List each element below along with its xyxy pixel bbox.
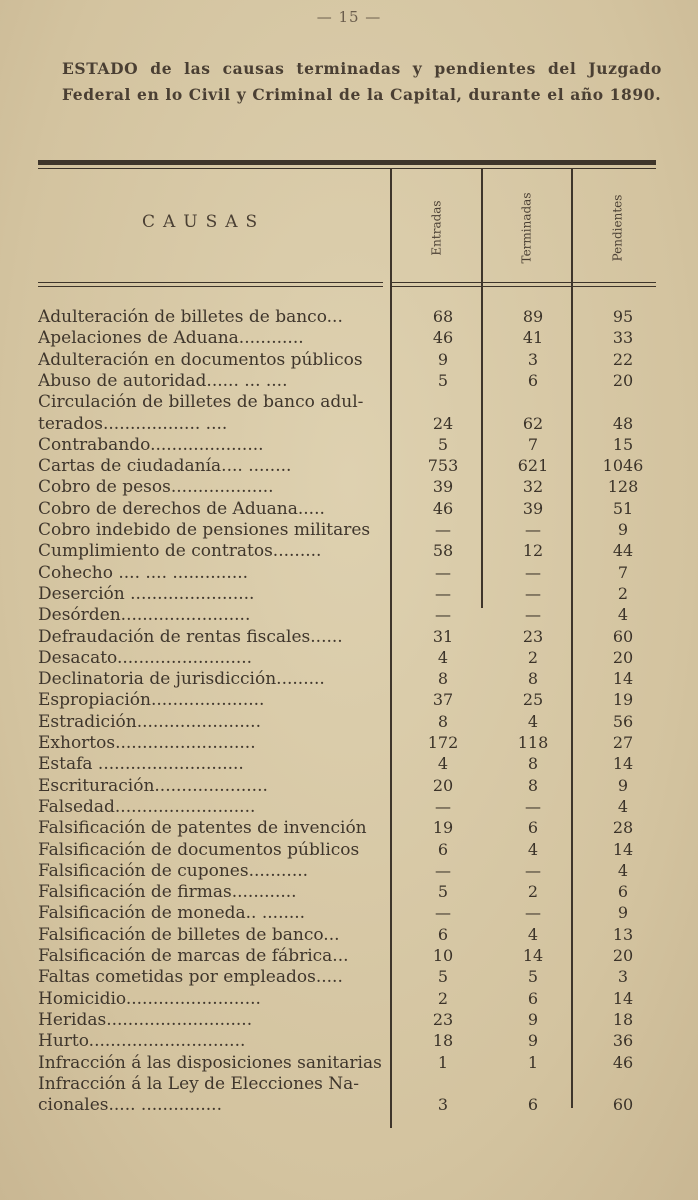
cause-label: Desórden........................	[38, 605, 251, 626]
cell-pendientes: 6	[617, 882, 629, 902]
cell-pendientes: 14	[612, 839, 634, 859]
cell-terminadas: 39	[522, 498, 544, 518]
cell-pendientes: 48	[612, 413, 634, 433]
cell-pendientes: 44	[612, 541, 634, 561]
cell-pendientes: 14	[612, 988, 634, 1008]
cause-label: Circulación de billetes de banco adul-	[38, 392, 364, 413]
cell-pendientes: 22	[612, 349, 634, 369]
cell-entradas: 9	[437, 349, 449, 369]
cell-entradas: —	[435, 860, 451, 880]
cell-pendientes: 9	[617, 903, 629, 923]
table-title: ESTADO de las causas terminadas y pendientes del Juzgado Federal en lo Civil y Criminal de la Capital, durante el año 1890.	[62, 59, 662, 104]
cause-label: Faltas cometidas por empleados.....	[38, 967, 343, 988]
cell-pendientes: 7	[617, 562, 629, 582]
cell-entradas: 10	[432, 946, 454, 965]
cause-label: Estafa ...........................	[38, 754, 244, 775]
cell-pendientes: 20	[612, 647, 634, 667]
cause-label: Heridas...........................	[38, 1009, 253, 1030]
cell-entradas: 31	[432, 626, 454, 646]
cell-entradas: 4	[437, 754, 449, 774]
cause-label: Estradición.......................	[38, 711, 261, 732]
top-rule-thin	[38, 168, 656, 169]
cell-terminadas: —	[525, 562, 541, 582]
cell-entradas: 20	[432, 775, 454, 795]
cell-terminadas: —	[525, 520, 541, 539]
header-rule-causas	[38, 282, 383, 283]
cell-terminadas: 1	[527, 1052, 539, 1072]
cell-pendientes: 19	[612, 690, 634, 710]
cause-label: Declinatoria de jurisdicción.........	[38, 669, 325, 690]
cause-label: Exhortos..........................	[38, 733, 256, 753]
cell-pendientes: 46	[612, 1052, 634, 1072]
cell-entradas: 6	[437, 924, 449, 944]
cause-label: Cobro de pesos...................	[38, 477, 274, 498]
cause-label: Falsificación de billetes de banco...	[38, 924, 340, 945]
cause-label: Escrituración.....................	[38, 775, 268, 796]
column-header-entradas	[392, 180, 482, 276]
cause-label: Cartas de ciudadanía.... ........	[38, 456, 292, 477]
cell-entradas: 46	[432, 498, 454, 518]
cell-entradas: 6	[437, 839, 449, 859]
cell-pendientes: 36	[612, 1031, 634, 1051]
cell-entradas: 24	[432, 413, 454, 433]
cell-entradas: 68	[432, 307, 454, 326]
cause-label: Falsedad..........................	[38, 796, 256, 817]
cell-entradas: 8	[437, 669, 449, 689]
cell-entradas: 5	[437, 434, 449, 454]
cell-entradas: —	[435, 583, 451, 603]
cell-terminadas: 4	[527, 839, 539, 859]
cell-terminadas: —	[525, 903, 541, 923]
cell-entradas: 5	[437, 882, 449, 902]
cell-entradas: 37	[432, 690, 454, 710]
column-header-terminadas	[482, 180, 572, 276]
cell-terminadas: 7	[527, 434, 539, 454]
cause-label: Espropiación.....................	[38, 690, 265, 711]
cell-terminadas: 6	[527, 818, 539, 838]
cell-pendientes: 1046	[602, 456, 644, 476]
cell-terminadas: 62	[522, 413, 544, 433]
header-rule-causas-2	[38, 286, 383, 287]
cell-entradas: —	[435, 520, 451, 539]
cell-terminadas: 12	[522, 541, 544, 561]
cell-pendientes: 13	[612, 924, 634, 944]
cell-entradas: 8	[437, 711, 449, 731]
cell-pendientes: 4	[617, 605, 629, 625]
cell-entradas: 1	[437, 1052, 449, 1072]
cell-pendientes: 51	[612, 498, 634, 518]
cell-terminadas: 4	[527, 924, 539, 944]
cell-terminadas: 6	[527, 370, 539, 390]
cause-label: Falsificación de firmas............	[38, 882, 297, 903]
cell-pendientes: 15	[612, 434, 634, 454]
cell-terminadas: —	[525, 796, 541, 816]
cell-terminadas: 9	[527, 1031, 539, 1051]
top-rule-thick	[38, 160, 656, 165]
cell-terminadas: 8	[527, 775, 539, 795]
cell-pendientes: 9	[617, 520, 629, 539]
cause-label: Defraudación de rentas fiscales......	[38, 626, 343, 647]
cell-pendientes: 4	[617, 796, 629, 816]
cause-label: Desacato.........................	[38, 647, 253, 668]
cause-label: cionales..... ...............	[38, 1095, 222, 1116]
cell-pendientes: 28	[612, 818, 634, 838]
cell-terminadas: —	[525, 583, 541, 603]
cause-label: Falsificación de patentes de invención	[38, 818, 367, 839]
cell-entradas: 39	[432, 477, 454, 497]
cell-pendientes: 4	[617, 860, 629, 880]
cause-label: Abuso de autoridad...... ... ....	[38, 370, 288, 391]
cell-terminadas: 8	[527, 754, 539, 774]
cell-entradas: —	[435, 562, 451, 582]
column-header-pendientes	[572, 180, 662, 276]
page-number: — 15 —	[316, 8, 382, 26]
cell-entradas: 3	[437, 1095, 449, 1115]
cause-label: Cobro de derechos de Aduana.....	[38, 498, 325, 519]
cell-entradas: 19	[432, 818, 454, 838]
cell-pendientes: 56	[612, 711, 634, 731]
cause-label: Cohecho .... .... ..............	[38, 562, 249, 583]
cause-label: Cobro indebido de pensiones militares	[38, 520, 371, 540]
cell-terminadas: —	[525, 860, 541, 880]
cell-terminadas: 32	[522, 477, 544, 497]
cell-entradas: 2	[437, 988, 449, 1008]
cell-terminadas: 89	[522, 307, 544, 326]
cell-terminadas: —	[525, 605, 541, 625]
cell-entradas: 18	[432, 1031, 454, 1051]
cause-label: Cumplimiento de contratos.........	[38, 541, 322, 562]
cell-entradas: 753	[427, 456, 459, 476]
cell-pendientes: 18	[612, 1009, 634, 1029]
cell-terminadas: 14	[522, 946, 544, 965]
cell-terminadas: 8	[527, 669, 539, 689]
cell-terminadas: 2	[527, 647, 539, 667]
cell-entradas: 5	[437, 967, 449, 987]
cause-label: terados.................. ....	[38, 413, 228, 434]
cause-label: Adulteración de billetes de banco...	[38, 307, 343, 327]
cause-label: Apelaciones de Aduana............	[38, 328, 304, 349]
cell-pendientes: 2	[617, 583, 629, 603]
cell-pendientes: 14	[612, 669, 634, 689]
cell-terminadas: 9	[527, 1009, 539, 1029]
cause-label: Contrabando.....................	[38, 434, 264, 455]
cell-entradas: —	[435, 796, 451, 816]
cell-entradas: 172	[427, 733, 459, 752]
column-header-causas: CAUSAS	[142, 212, 266, 232]
cell-terminadas: 4	[527, 711, 539, 731]
cause-label: Deserción .......................	[38, 583, 255, 604]
cell-entradas: 23	[432, 1009, 454, 1029]
cell-pendientes: 33	[612, 328, 634, 348]
cell-entradas: 4	[437, 647, 449, 667]
cell-terminadas: 23	[522, 626, 544, 646]
pendientes-label: Pendientes	[609, 194, 624, 262]
cell-terminadas: 6	[527, 1095, 539, 1115]
cell-terminadas: 5	[527, 967, 539, 987]
cell-pendientes: 95	[612, 307, 634, 326]
cell-terminadas: 621	[517, 456, 549, 476]
cell-pendientes: 9	[617, 775, 629, 795]
cell-terminadas: 41	[522, 328, 544, 348]
cell-entradas: 5	[437, 370, 449, 390]
cell-pendientes: 60	[612, 626, 634, 646]
cell-entradas: 46	[432, 328, 454, 348]
cause-label: Falsificación de cupones...........	[38, 860, 309, 881]
cause-label: Infracción á la Ley de Elecciones Na-	[38, 1073, 360, 1094]
cell-entradas: —	[435, 903, 451, 923]
cause-label: Hurto.............................	[38, 1031, 246, 1052]
cell-terminadas: 3	[527, 349, 539, 369]
header-rule-columns-2	[392, 286, 656, 287]
header-rule-columns	[392, 282, 656, 283]
cell-pendientes: 27	[612, 733, 634, 752]
entradas-label: Entradas	[429, 200, 444, 256]
terminadas-label: Terminadas	[519, 192, 534, 264]
cause-label: Homicidio.........................	[38, 988, 261, 1009]
cell-entradas: 58	[432, 541, 454, 561]
cell-pendientes: 14	[612, 754, 634, 774]
cell-pendientes: 60	[612, 1095, 634, 1115]
column-divider-1	[390, 168, 392, 1128]
cell-pendientes: 128	[607, 477, 639, 497]
cause-label: Adulteración en documentos públicos	[38, 349, 363, 370]
cell-terminadas: 6	[527, 988, 539, 1008]
cause-label: Falsificación de documentos públicos	[38, 839, 360, 860]
cell-entradas: —	[435, 605, 451, 625]
cell-terminadas: 118	[517, 733, 549, 752]
cell-terminadas: 2	[527, 882, 539, 902]
cell-pendientes: 20	[612, 946, 634, 965]
cell-pendientes: 20	[612, 370, 634, 390]
cell-terminadas: 25	[522, 690, 544, 710]
cell-pendientes: 3	[617, 967, 629, 987]
cause-label: Infracción á las disposiciones sanitarias	[38, 1052, 382, 1073]
cause-label: Falsificación de moneda.. ........	[38, 903, 306, 924]
cause-label: Falsificación de marcas de fábrica...	[38, 946, 349, 966]
